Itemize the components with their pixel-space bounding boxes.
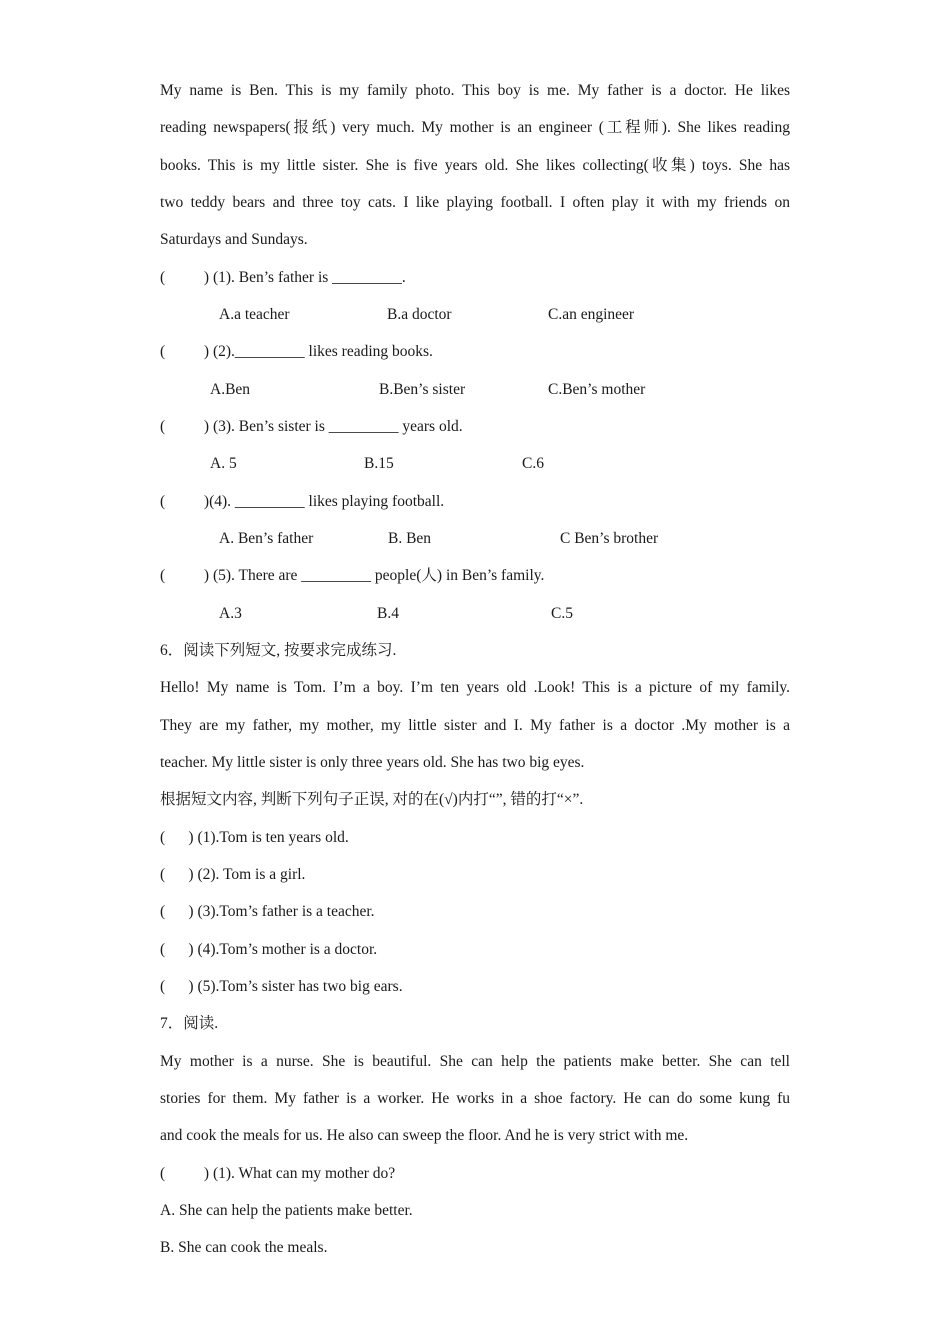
passage-line: My mother is a nurse. She is beautiful. She can help the patients make better. She can tell <box>160 1053 790 1070</box>
true-false-statement: ( ) (5).Tom’s sister has two big ears. <box>160 978 403 995</box>
option-a: A.Ben <box>210 381 251 398</box>
option-b: B.Ben’s sister <box>379 381 466 398</box>
option-c: C.Ben’s mother <box>548 381 646 398</box>
question-stem: ( )(4). _________ likes playing football. <box>160 493 445 510</box>
question-stem: ( ) (3). Ben’s sister is _________ years old. <box>160 418 463 435</box>
option-b: B. Ben <box>388 530 432 547</box>
option-b: B.a doctor <box>387 306 452 323</box>
option-c: C Ben’s brother <box>560 530 659 547</box>
option-b: B. She can cook the meals. <box>160 1239 328 1256</box>
question-stem: ( ) (5). There are _________ people(人) in Ben’s family. <box>160 567 545 584</box>
passage-line: They are my father, my mother, my little sister and I. My father is a doctor .My mother is a <box>160 717 790 734</box>
option-c: C.5 <box>551 605 573 622</box>
option-b: B.4 <box>377 605 399 622</box>
question-stem: ( ) (1). Ben’s father is _________. <box>160 269 406 286</box>
passage-line: Saturdays and Sundays. <box>160 231 308 248</box>
question-stem: ( ) (1). What can my mother do? <box>160 1165 396 1182</box>
section-heading: 7．阅读. <box>160 1015 219 1032</box>
section-heading: 6．阅读下列短文, 按要求完成练习. <box>160 642 397 659</box>
passage-line: My name is Ben. This is my family photo. This boy is me. My father is a doctor. He likes <box>160 82 790 99</box>
passage-line: books. This is my little sister. She is five years old. She likes collecting(收集) toys. She has <box>160 157 790 174</box>
option-a: A. She can help the patients make better. <box>160 1202 413 1219</box>
passage-line: reading newspapers(报纸) very much. My mother is an engineer (工程师). She likes reading <box>160 119 790 136</box>
question-stem: ( ) (2)._________ likes reading books. <box>160 343 433 360</box>
passage-line: stories for them. My father is a worker. He works in a shoe factory. He can do some kung fu <box>160 1090 790 1107</box>
passage-line: and cook the meals for us. He also can sweep the floor. And he is very strict with me. <box>160 1127 689 1144</box>
option-a: A. 5 <box>210 455 237 472</box>
option-b: B.15 <box>364 455 394 472</box>
true-false-statement: ( ) (2). Tom is a girl. <box>160 866 306 883</box>
passage-line: Hello! My name is Tom. I’m a boy. I’m ten years old .Look! This is a picture of my family. <box>160 679 790 696</box>
passage-line: two teddy bears and three toy cats. I like playing football. I often play it with my friends on <box>160 194 790 211</box>
true-false-statement: ( ) (4).Tom’s mother is a doctor. <box>160 941 378 958</box>
true-false-statement: ( ) (3).Tom’s father is a teacher. <box>160 903 375 920</box>
option-c: C.6 <box>522 455 544 472</box>
option-c: C.an engineer <box>548 306 635 323</box>
option-a: A. Ben’s father <box>219 530 314 547</box>
passage-line: teacher. My little sister is only three years old. She has two big eyes. <box>160 754 585 771</box>
option-a: A.a teacher <box>219 306 290 323</box>
option-a: A.3 <box>219 605 242 622</box>
true-false-statement: ( ) (1).Tom is ten years old. <box>160 829 349 846</box>
instruction: 根据短文内容, 判断下列句子正误, 对的在(√)内打“”, 错的打“×”. <box>160 791 584 808</box>
